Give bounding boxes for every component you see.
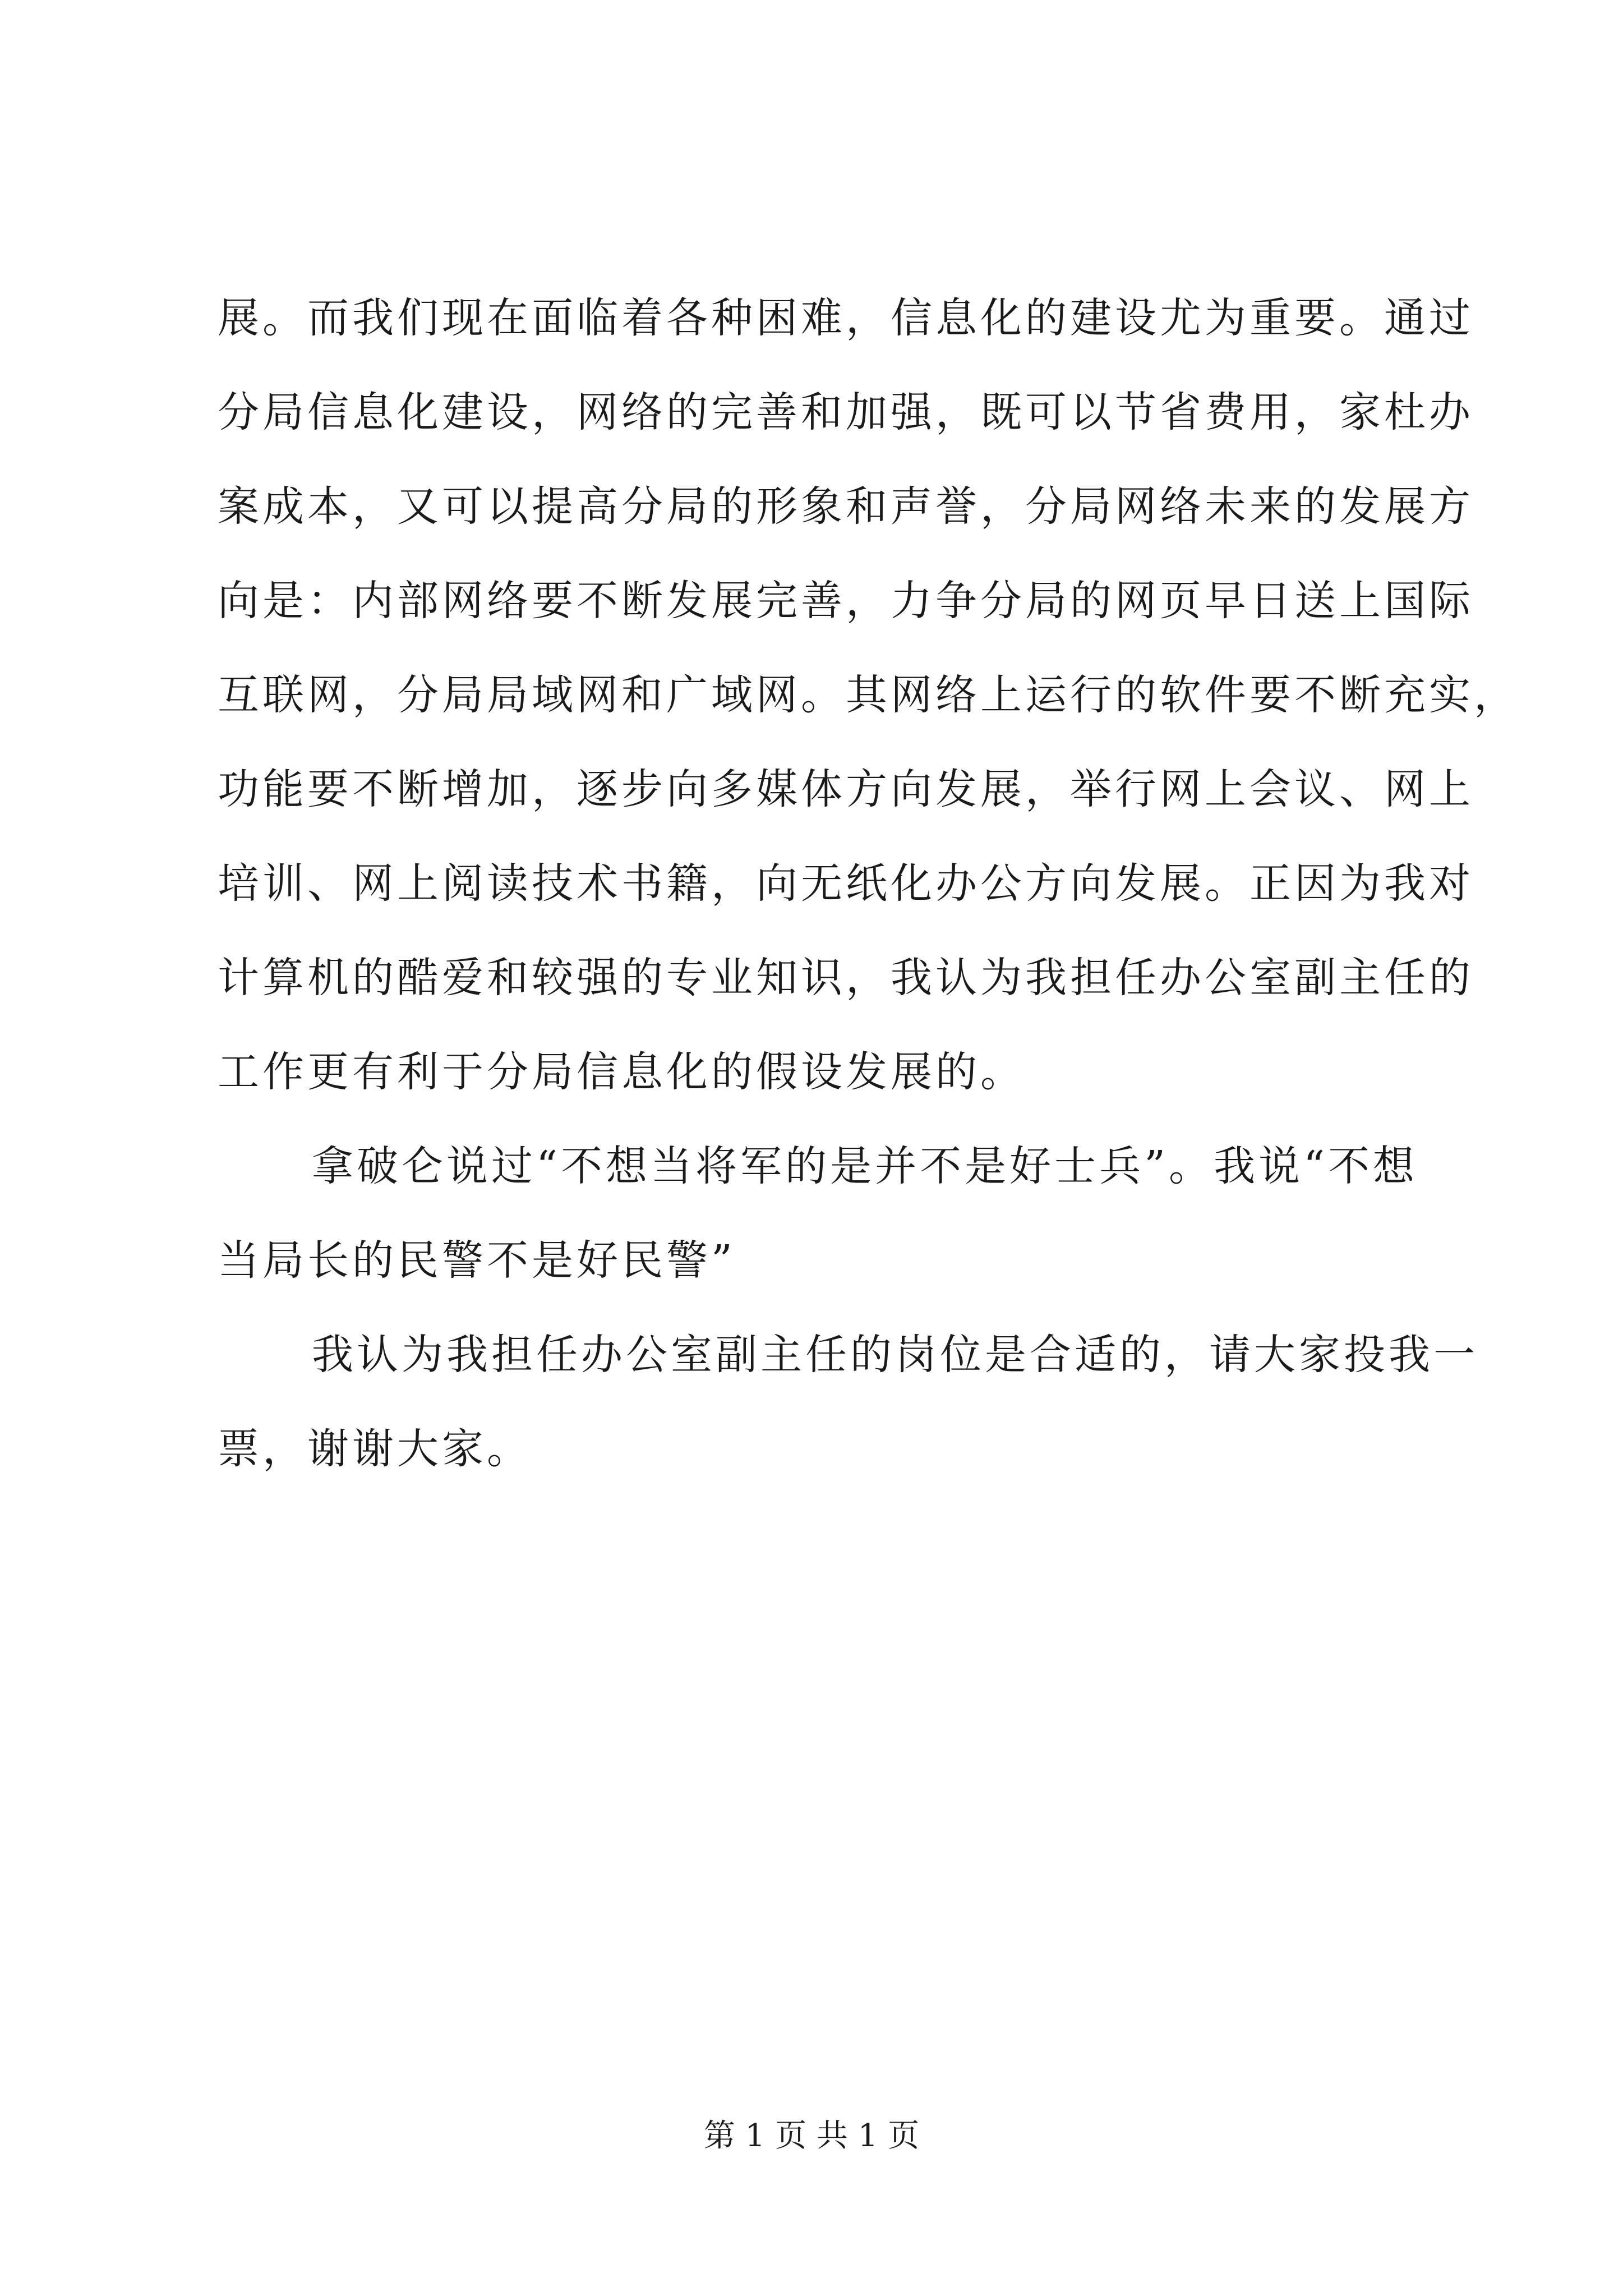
paragraph-3 bbox=[218, 1331, 1478, 1473]
paragraph-1 bbox=[218, 294, 1519, 1096]
text-line: 工作更有利于分局信息化的假设发展的。 bbox=[218, 1048, 1025, 1096]
text-line: 案成本，又可以提高分局的形象和声誉，分局网络未来的发展方 bbox=[218, 482, 1474, 531]
text-line: 拿破仑说过“不想当将军的是并不是好士兵”。我说“不想 bbox=[312, 1142, 1418, 1190]
text-line: 互联网，分局局域网和广域网。其网络上运行的软件要不断充实， bbox=[218, 671, 1519, 719]
page-number-footer: 第 1 页 共 1 页 bbox=[703, 2118, 920, 2154]
text-line: 功能要不断增加，逐步向多媒体方向发展，举行网上会议、网上 bbox=[218, 765, 1474, 813]
text-line: 展。而我们现在面临着各种困难，信息化的建设尤为重要。通过 bbox=[218, 294, 1474, 342]
text-line: 票，谢谢大家。 bbox=[218, 1425, 532, 1473]
text-line: 分局信息化建设，网络的完善和加强，既可以节省费用，家杜办 bbox=[218, 388, 1474, 436]
text-line: 当局长的民警不是好民警” bbox=[218, 1236, 736, 1285]
text-line: 向是：内部网络要不断发展完善，力争分局的网页早日送上国际 bbox=[218, 577, 1474, 625]
text-line: 计算机的酷爱和较强的专业知识，我认为我担任办公室副主任的 bbox=[218, 954, 1474, 1002]
paragraph-2 bbox=[218, 1142, 1418, 1285]
document-body bbox=[218, 294, 1519, 1522]
text-line: 培训、网上阅读技术书籍，向无纸化办公方向发展。正因为我对 bbox=[218, 859, 1474, 908]
text-line: 我认为我担任办公室副主任的岗位是合适的，请大家投我一 bbox=[312, 1331, 1478, 1379]
